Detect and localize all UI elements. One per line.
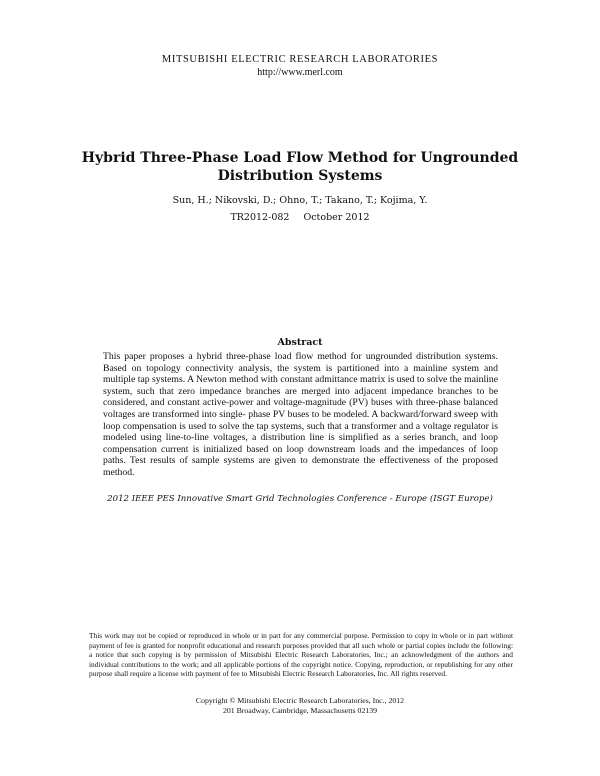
report-info: [0, 211, 600, 224]
publication-venue: 2012 IEEE PES Innovative Smart Grid Technologies Conference - Europe (ISGT Europe): [107, 494, 493, 504]
address-line: 201 Broadway, Cambridge, Massachusetts 02139: [222, 706, 378, 715]
report-number: TR2012-082: [230, 212, 290, 223]
report-date: October 2012: [303, 212, 370, 223]
paper-title: Hybrid Three-Phase Load Flow Method for Ungrounded Distribution Systems: [81, 150, 519, 184]
paper-authors: Sun, H.; Nikovski, D.; Ohno, T.; Takano, T.; Kojima, Y.: [172, 195, 428, 206]
lab-name-header: MITSUBISHI ELECTRIC RESEARCH LABORATORIES: [161, 54, 439, 65]
abstract-body: This paper proposes a hybrid three-phase load flow method for ungrounded distribution systems. Based on topology connectivity analysis, the system is partitioned into a mainline system and multiple tap systems. A Newton method with constant admittance matrix is used to solve the mainline system, such that zero impedance branches are merged into adjacent impedance branches to be considered, and constant active-power and voltage-magnitude (PV) buses with three-phase balanced voltages are transformed into single- phase PV buses to be modeled. A backward/forward sweep with loop compensation is used to solve the tap systems, such that a transformer and a voltage regulator is modeled using line-to-line voltages, a distribution line is simplified as a series branch, and loop compensation current is initialized based on loop downstream loads and the impedances of loop paths. Test results of sample systems are given to demonstrate the effectiveness of the proposed method.: [103, 351, 498, 478]
lab-url-link[interactable]: http://www.merl.com: [257, 67, 343, 78]
abstract-heading: Abstract: [277, 337, 323, 348]
copyright-notice: This work may not be copied or reproduced in whole or in part for any commercial purpose. Permission to copy in whole or in part without payment of fee is granted for nonprofit educational and research purposes provided that all such whole or partial copies include the following: a notice that such copying is by permission of Mitsubishi Electric Research Laboratories, Inc.; an acknowledgment of the authors and individual contributions to the work; and all applicable portions of the copyright notice. Copying, reproduction, or republishing for any other purpose shall require a license with payment of fee to Mitsubishi Electric Research Laboratories, Inc. All rights reserved.: [89, 631, 513, 679]
copyright-line: Copyright © Mitsubishi Electric Research Laboratories, Inc., 2012: [195, 696, 405, 705]
